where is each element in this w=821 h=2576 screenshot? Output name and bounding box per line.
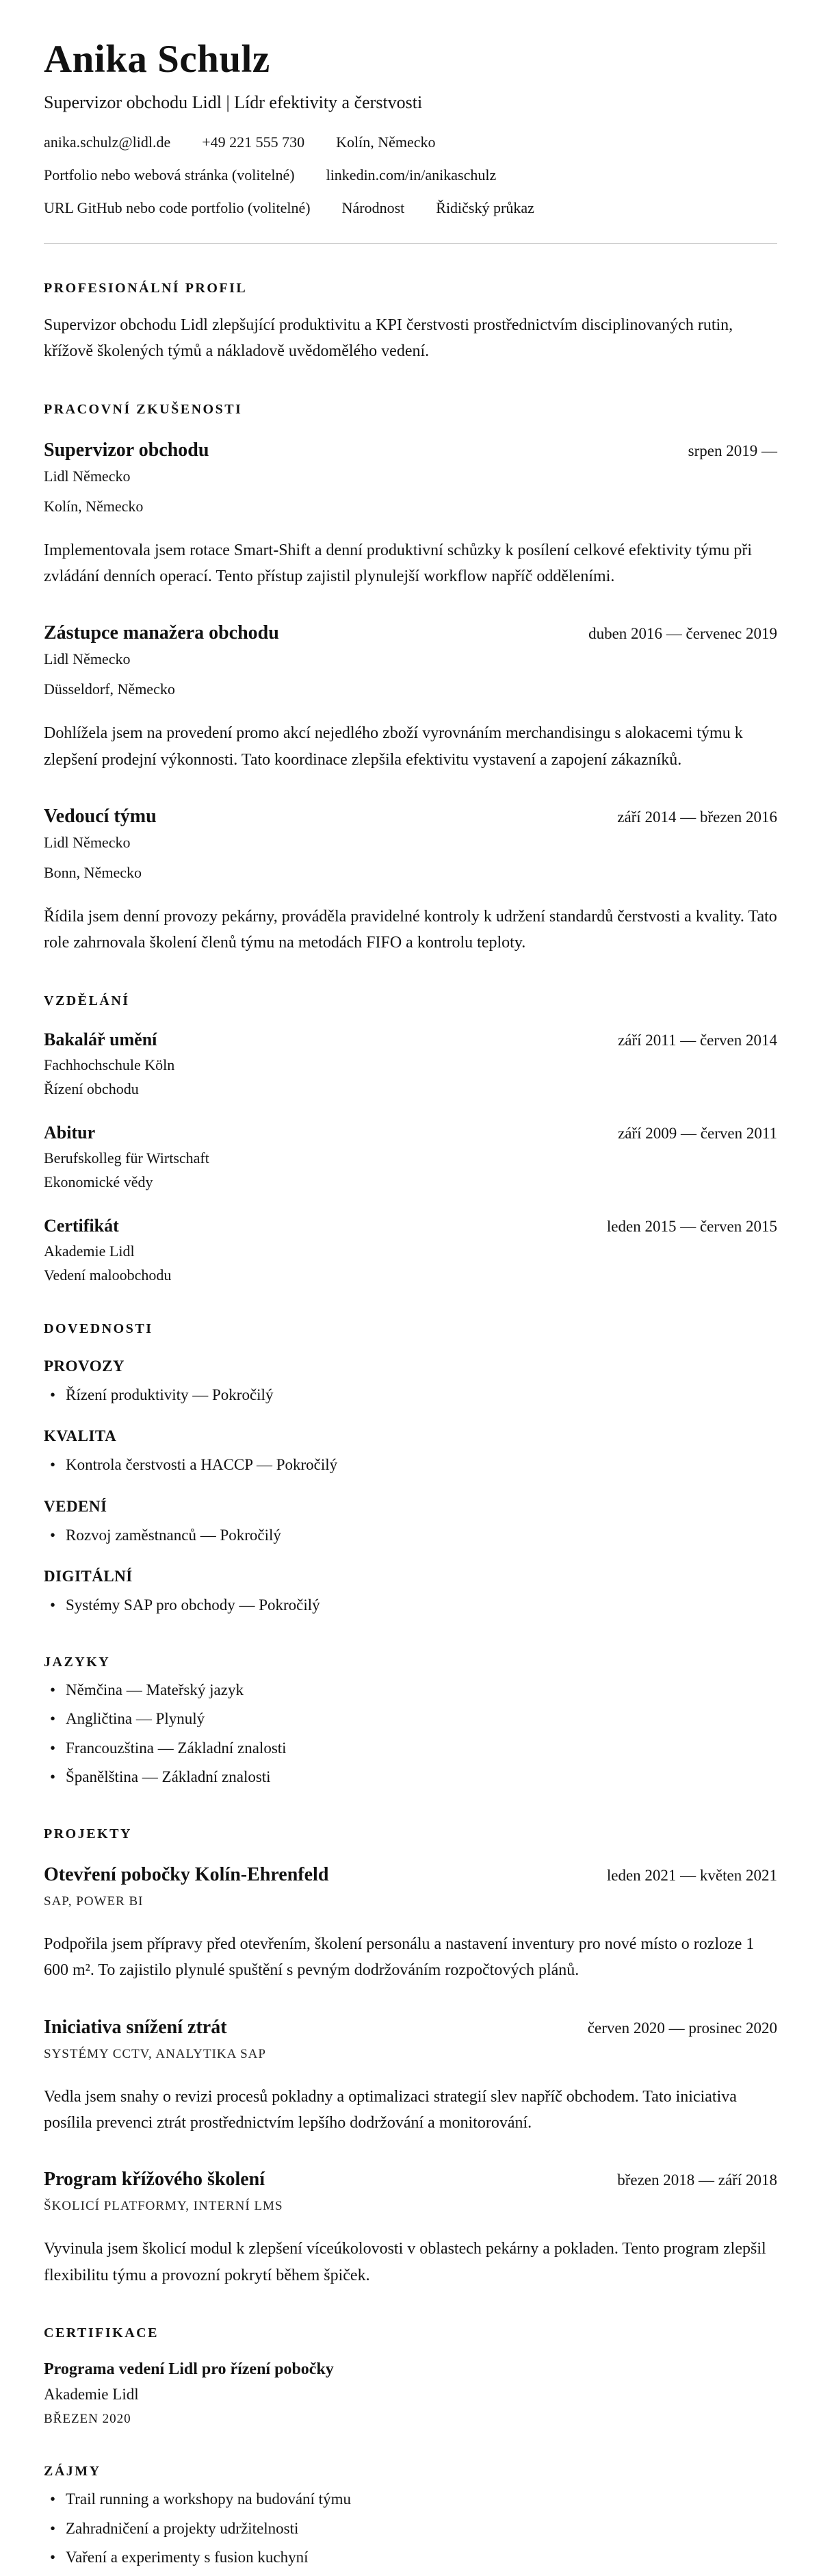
job-location: Düsseldorf, Německo [44, 680, 175, 698]
job-date: duben 2016 — červenec 2019 [588, 625, 777, 643]
skill-item: • Řízení produktivity — Pokročilý [44, 1383, 777, 1407]
email-text: anika.schulz@lidl.de [44, 133, 171, 151]
job-description: Dohlížela jsem na provedení promo akcí nejedlého zboží vyrovnáním merchandisingu s alokacemi týmu k zlepšení prodejní výkonnosti. Tato koordinace zlepšila efektivitu vystavení a zapojení zákazníků. [44, 724, 743, 769]
skill-group [44, 1498, 777, 1548]
education-header [44, 1123, 777, 1143]
project-date: březen 2018 — září 2018 [617, 2171, 777, 2189]
contact-row-1 [44, 133, 777, 151]
section-languages [44, 1655, 777, 1789]
education-date: září 2011 — červen 2014 [618, 1031, 777, 1049]
project-header [44, 1864, 777, 1886]
section-heading-experience: PRACOVNÍ ZKUŠENOSTI [44, 401, 243, 417]
section-heading-projects: PROJEKTY [44, 1826, 132, 1841]
skill-group-name: DIGITÁLNÍ [44, 1568, 133, 1585]
language-item: • Angličtina — Plynulý [44, 1707, 777, 1731]
education-date: září 2009 — červen 2011 [618, 1124, 777, 1142]
education-field: Vedení maloobchodu [44, 1266, 172, 1284]
job-title: Zástupce manažera obchodu [44, 622, 279, 644]
project-description: Vedla jsem snahy o revizi procesů pokladny a optimalizaci strategií slev napříč obchodem. Tato iniciativa posílila prevenci ztrát prostřednictvím lepšího dodržování a monitorování. [44, 2087, 737, 2132]
section-heading-interests: ZÁJMY [44, 2464, 101, 2479]
skill-item: • Systémy SAP pro obchody — Pokročilý [44, 1594, 777, 1618]
certification-title: Programa vedení Lidl pro řízení pobočky [44, 2360, 334, 2379]
project-tech: ŠKOLICÍ PLATFORMY, INTERNÍ LMS [44, 2199, 283, 2214]
language-item: • Francouzština — Základní znalosti [44, 1737, 777, 1761]
resume-header [44, 38, 777, 244]
skill-item: • Kontrola čerstvosti a HACCP — Pokročilý [44, 1453, 777, 1477]
certification-issuer: Akademie Lidl [44, 2386, 139, 2403]
contact-row-3 [44, 199, 777, 217]
skill-group-name: VEDENÍ [44, 1497, 107, 1515]
section-heading-languages: JAZYKY [44, 1654, 111, 1670]
skill-list [44, 1524, 777, 1548]
job-title: Supervizor obchodu [44, 439, 209, 461]
skill-group [44, 1357, 777, 1407]
section-education [44, 993, 777, 1284]
education-header [44, 1216, 777, 1236]
skill-list [44, 1383, 777, 1407]
phone-text: +49 221 555 730 [202, 133, 305, 151]
project-header [44, 2017, 777, 2039]
interest-item: • Zahradničení a projekty udržitelnosti [44, 2517, 777, 2541]
project-tech: SAP, POWER BI [44, 1893, 144, 1909]
project-entry [44, 2017, 777, 2137]
education-entry [44, 1030, 777, 1098]
certification-entry [44, 2360, 777, 2427]
project-entry [44, 2169, 777, 2288]
section-skills [44, 1321, 777, 1618]
job-date: srpen 2019 — [688, 442, 777, 459]
candidate-headline: Supervizor obchodu Lidl | Lídr efektivity a čerstvosti [44, 92, 423, 112]
section-projects [44, 1826, 777, 2288]
interest-item: • Trail running a workshopy na budování týmu [44, 2488, 777, 2512]
language-item: • Španělština — Základní znalosti [44, 1765, 777, 1789]
section-profile [44, 281, 777, 365]
education-field: Řízení obchodu [44, 1080, 139, 1097]
project-header [44, 2169, 777, 2191]
job-header [44, 439, 777, 461]
skill-group-name: PROVOZY [44, 1357, 125, 1375]
skill-item: • Rozvoj zaměstnanců — Pokročilý [44, 1524, 777, 1548]
skill-group [44, 1427, 777, 1477]
certification-date: BŘEZEN 2020 [44, 2412, 131, 2427]
header-divider [44, 243, 777, 244]
section-heading-education: VZDĚLÁNÍ [44, 993, 130, 1008]
project-entry [44, 1864, 777, 1984]
project-title: Otevření pobočky Kolín-Ehrenfeld [44, 1863, 329, 1885]
job-title: Vedoucí týmu [44, 806, 157, 828]
job-description: Řídila jsem denní provozy pekárny, prováděla pravidelné kontroly k udržení standardů čerstvosti a kvality. Tato role zahrnovala školení členů týmu na metodách FIFO a kontrolu teploty. [44, 908, 777, 952]
github-placeholder-text: URL GitHub nebo code portfolio (volitelné) [44, 199, 311, 216]
job-entry [44, 806, 777, 956]
education-school: Fachhochschule Köln [44, 1056, 175, 1073]
candidate-name: Anika Schulz [44, 38, 270, 81]
linkedin-text: linkedin.com/in/anikaschulz [326, 166, 497, 183]
job-entry [44, 622, 777, 773]
interest-list [44, 2488, 777, 2570]
profile-summary: Supervizor obchodu Lidl zlepšující produktivitu a KPI čerstvosti prostřednictvím disciplinovaných rutin, křížově školených týmů a nákladově uvědomělého vedení. [44, 316, 733, 360]
job-location: Kolín, Německo [44, 497, 144, 515]
education-field: Ekonomické vědy [44, 1173, 153, 1190]
location-text: Kolín, Německo [336, 133, 436, 151]
project-tech: SYSTÉMY CCTV, ANALYTIKA SAP [44, 2046, 266, 2061]
job-location: Bonn, Německo [44, 864, 142, 882]
section-interests [44, 2464, 777, 2570]
education-degree: Certifikát [44, 1215, 119, 1236]
education-header [44, 1030, 777, 1050]
skill-list [44, 1453, 777, 1477]
education-degree: Bakalář umění [44, 1029, 157, 1049]
job-company: Lidl Německo [44, 834, 131, 852]
contact-row-2 [44, 166, 777, 184]
skill-group-name: KVALITA [44, 1427, 117, 1445]
section-heading-profile: PROFESIONÁLNÍ PROFIL [44, 280, 248, 296]
education-school: Berufskolleg für Wirtschaft [44, 1149, 209, 1166]
project-description: Vyvinula jsem školicí modul k zlepšení víceúkolovosti v oblastech pekárny a pokladen. Tento program zlepšil flexibilitu týmu a provozní pokrytí během špiček. [44, 2240, 766, 2284]
project-description: Podpořila jsem přípravy před otevřením, školení personálu a nastavení inventury pro nové místo o rozloze 1 600 m². To zajistilo plynulé spuštění s pevným dodržováním rozpočtových plánů. [44, 1935, 755, 1980]
skill-list [44, 1594, 777, 1618]
education-degree: Abitur [44, 1122, 96, 1143]
education-school: Akademie Lidl [44, 1242, 135, 1260]
skill-group [44, 1568, 777, 1618]
job-description: Implementovala jsem rotace Smart-Shift a denní produktivní schůzky k posílení celkové efektivity týmu při zvládání denních operací. Tento přístup zajistil plynulejší workflow napříč odděleními. [44, 541, 753, 585]
project-title: Program křížového školení [44, 2169, 265, 2191]
project-date: leden 2021 — květen 2021 [606, 1866, 777, 1884]
job-date: září 2014 — březen 2016 [617, 808, 777, 826]
interest-item: • Vaření a experimenty s fusion kuchyní [44, 2546, 777, 2570]
nationality-text: Národnost [341, 199, 405, 216]
education-entry [44, 1123, 777, 1191]
education-date: leden 2015 — červen 2015 [606, 1217, 777, 1235]
section-certifications [44, 2325, 777, 2427]
project-title: Iniciativa snížení ztrát [44, 2016, 227, 2038]
job-header [44, 622, 777, 644]
section-heading-skills: DOVEDNOSTI [44, 1321, 153, 1336]
driving-license-text: Řidičský průkaz [436, 199, 534, 216]
project-date: červen 2020 — prosinec 2020 [587, 2019, 777, 2037]
language-list [44, 1679, 777, 1789]
job-header [44, 806, 777, 828]
job-company: Lidl Německo [44, 467, 131, 485]
job-company: Lidl Německo [44, 650, 131, 668]
section-experience [44, 402, 777, 956]
language-item: • Němčina — Mateřský jazyk [44, 1679, 777, 1703]
job-entry [44, 439, 777, 590]
education-entry [44, 1216, 777, 1284]
section-heading-certifications: CERTIFIKACE [44, 2325, 159, 2341]
portfolio-placeholder-text: Portfolio nebo webová stránka (volitelné) [44, 166, 295, 183]
